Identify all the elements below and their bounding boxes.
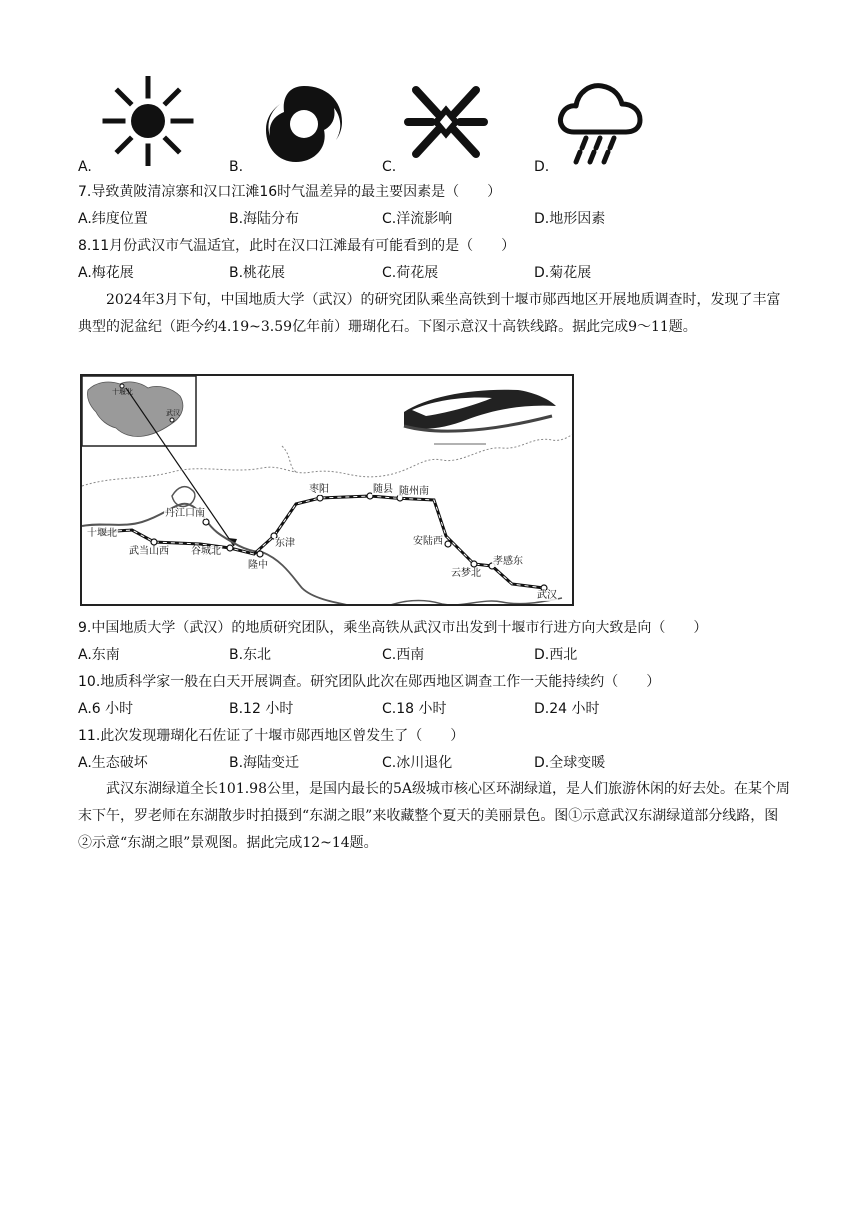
q7-option-a: A.纬度位置 bbox=[78, 211, 148, 227]
station-label: 十堰北 bbox=[87, 528, 117, 539]
q8-option-d: D.菊花展 bbox=[534, 265, 592, 281]
q9-option-d: D.西北 bbox=[534, 647, 578, 663]
railway-map bbox=[80, 374, 574, 606]
station-label: 丹江口南 bbox=[165, 508, 205, 519]
inset-label-shiyan: 十堰北 bbox=[112, 388, 133, 396]
typhoon-icon bbox=[256, 78, 352, 168]
station-label: 孝感东 bbox=[493, 556, 523, 567]
q7-option-c: C.洋流影响 bbox=[382, 211, 453, 227]
passage-donghu: 武汉东湖绿道全长101.98公里，是国内最长的5A级城市核心区环湖绿道，是人们旅游休闲的好去处。在某个周末下午，罗老师在东湖散步时拍摄到“东湖之眼”来收藏整个夏天的美丽景色。图①示意武汉东湖绿道部分线路，图②示意“东湖之眼”景观图。据此完成12~14题。 bbox=[78, 781, 791, 851]
station-label: 隆中 bbox=[248, 560, 268, 571]
q8-option-c: C.荷花展 bbox=[382, 265, 439, 281]
snowflake-icon bbox=[402, 80, 490, 164]
q6-option-b: B. bbox=[229, 159, 244, 175]
q6-option-d: D. bbox=[534, 159, 550, 175]
passage-railway: 2024年3月下旬，中国地质大学（武汉）的研究团队乘坐高铁到十堰市郧西地区开展地质调查时，发现了丰富典型的泥盆纪（距今约4.19~3.59亿年前）珊瑚化石。下图示意汉十高铁线路。据此完成9～11题。 bbox=[78, 292, 781, 335]
q8-option-a: A.梅花展 bbox=[78, 265, 134, 281]
q11-option-b: B.海陆变迁 bbox=[229, 755, 300, 771]
q10-option-a: A.6 小时 bbox=[78, 701, 134, 717]
station-label: 东津 bbox=[275, 538, 295, 549]
q11-option-a: A.生态破坏 bbox=[78, 755, 148, 771]
q10-option-d: D.24 小时 bbox=[534, 701, 600, 717]
station-label: 枣阳 bbox=[309, 484, 329, 495]
q9-option-c: C.西南 bbox=[382, 647, 425, 663]
q9-option-b: B.东北 bbox=[229, 647, 272, 663]
q6-option-c: C. bbox=[382, 159, 397, 175]
q9-stem: 9.中国地质大学（武汉）的地质研究团队，乘坐高铁从武汉市出发到十堰市行进方向大致是向（ ） bbox=[78, 620, 708, 636]
station-label: 云梦北 bbox=[451, 568, 481, 579]
sun-icon bbox=[102, 76, 194, 166]
q11-option-c: C.冰川退化 bbox=[382, 755, 453, 771]
q7-option-b: B.海陆分布 bbox=[229, 211, 300, 227]
q11-stem: 11.此次发现珊瑚化石佐证了十堰市郧西地区曾发生了（ ） bbox=[78, 728, 465, 744]
q7-stem: 7.导致黄陂清凉寨和汉口江滩16时气温差异的最主要因素是（ ） bbox=[78, 184, 502, 200]
q7-option-d: D.地形因素 bbox=[534, 211, 606, 227]
q8-stem: 8.11月份武汉市气温适宜，此时在汉口江滩最有可能看到的是（ ） bbox=[78, 238, 516, 254]
station-label: 武当山西 bbox=[129, 546, 169, 557]
station-label: 武汉 bbox=[537, 590, 557, 601]
q11-option-d: D.全球变暖 bbox=[534, 755, 606, 771]
station-label: 随县 bbox=[373, 484, 393, 495]
station-label: 谷城北 bbox=[191, 546, 221, 557]
q6-option-a: A. bbox=[78, 159, 92, 175]
cloud-rain-icon bbox=[554, 76, 644, 166]
q10-option-c: C.18 小时 bbox=[382, 701, 447, 717]
q8-option-b: B.桃花展 bbox=[229, 265, 286, 281]
station-label: 随州南 bbox=[399, 486, 429, 497]
inset-label-wuhan: 武汉 bbox=[166, 409, 180, 417]
q10-option-b: B.12 小时 bbox=[229, 701, 294, 717]
station-label: 安陆西 bbox=[413, 536, 443, 547]
q10-stem: 10.地质科学家一般在白天开展调查。研究团队此次在郧西地区调查工作一天能持续约（ ） bbox=[78, 674, 661, 690]
q9-option-a: A.东南 bbox=[78, 647, 120, 663]
